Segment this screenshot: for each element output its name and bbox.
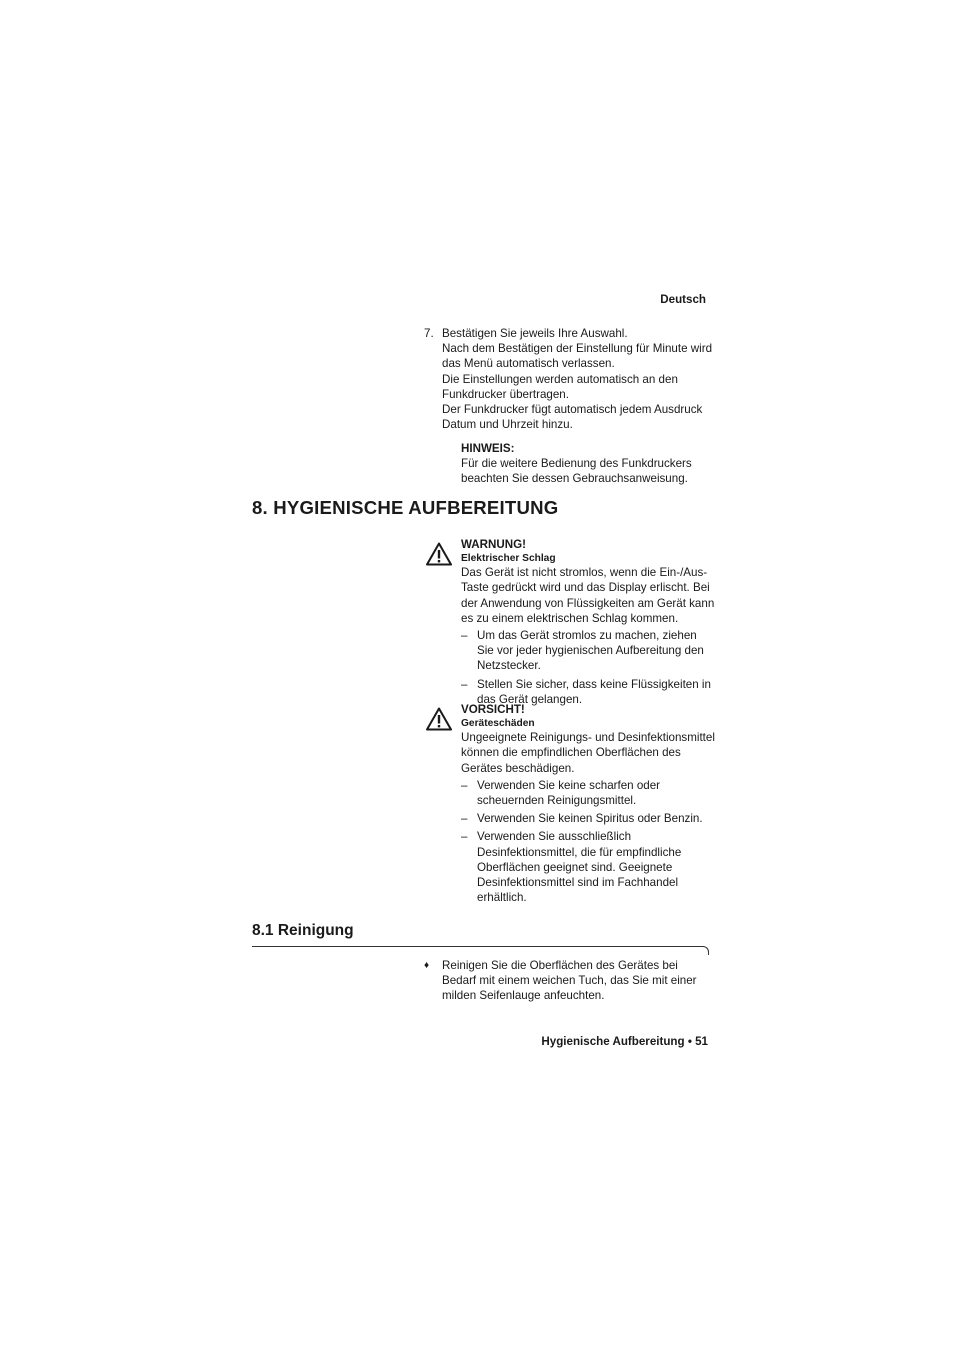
caution-text: Ungeeignete Reinigungs- und Desinfektionsmittel können die empfindlichen Oberflächen des Gerätes beschädigen. (461, 731, 715, 775)
diamond-bullet-icon: ♦ (424, 960, 430, 971)
list-item-text: Stellen Sie sicher, dass keine Flüssigkeiten in das Gerät gelangen. (477, 677, 711, 706)
step-line: Die Einstellungen werden automatisch an den Funkdrucker übertragen. (442, 372, 678, 401)
warning-subtitle: Elektrischer Schlag (461, 553, 556, 565)
list-dash: – (461, 812, 468, 826)
warning-title: WARNUNG! (461, 538, 527, 551)
step-7 (424, 326, 714, 432)
list-item-text: Verwenden Sie keinen Spiritus oder Benzin. (477, 812, 703, 826)
section-title: 8. HYGIENISCHE AUFBEREITUNG (252, 497, 559, 518)
cleaning-instruction (424, 958, 714, 1004)
step-line: Bestätigen Sie jeweils Ihre Auswahl. (442, 327, 628, 340)
list-item (461, 829, 716, 905)
caution-list (461, 778, 716, 906)
note-title: HINWEIS: (461, 442, 515, 455)
warning-triangle-icon (426, 542, 452, 566)
section-divider (252, 946, 704, 947)
cleaning-text: Reinigen Sie die Oberflächen des Gerätes bei Bedarf mit einem weichen Tuch, das Sie mit einer milden Seifenlauge anfeuchten. (442, 959, 697, 1003)
list-item (461, 811, 716, 826)
header-language: Deutsch (660, 293, 706, 306)
step-line: Nach dem Bestätigen der Einstellung für Minute wird das Menü automatisch verlassen. (442, 342, 713, 371)
list-dash: – (461, 778, 468, 792)
subsection-title: 8.1 Reinigung (252, 922, 354, 939)
note-block (461, 441, 721, 487)
step-line: Der Funkdrucker fügt automatisch jedem Ausdruck Datum und Uhrzeit hinzu. (442, 403, 703, 432)
caution-block (461, 702, 716, 908)
list-item (461, 778, 716, 808)
list-item-text: Um das Gerät stromlos zu machen, ziehen Sie vor jeder hygienischen Aufbereitung den Netzstecker. (477, 629, 704, 673)
list-dash: – (461, 830, 468, 844)
list-dash: – (461, 629, 468, 643)
list-item (461, 628, 716, 674)
section-divider-corner (702, 946, 709, 955)
warning-triangle-icon (426, 707, 452, 731)
caution-subtitle: Geräteschäden (461, 718, 535, 730)
warning-block (461, 537, 716, 710)
step-number: 7. (424, 327, 434, 340)
list-item-text: Verwenden Sie ausschließlich Desinfektionsmittel, die für empfindliche Oberflächen geeignet sind. Geeignete Desinfektionsmittel sind im Fachhandel erhältlich. (477, 830, 682, 905)
list-dash: – (461, 677, 468, 691)
page-footer: Hygienische Aufbereitung • 51 (541, 1035, 708, 1048)
list-item-text: Verwenden Sie keine scharfen oder scheuernden Reinigungsmittel. (477, 778, 661, 808)
warning-list (461, 628, 716, 707)
step-text (442, 326, 714, 432)
warning-text: Das Gerät ist nicht stromlos, wenn die Ein-/Aus-Taste gedrückt wird und das Display erlischt. Bei der Anwendung von Flüssigkeiten am Gerät kann es zu einem elektrischen Schlag kommen. (461, 566, 715, 625)
note-text: Für die weitere Bedienung des Funkdruckers beachten Sie dessen Gebrauchsanweisung. (461, 457, 692, 486)
caution-title: VORSICHT! (461, 703, 525, 716)
